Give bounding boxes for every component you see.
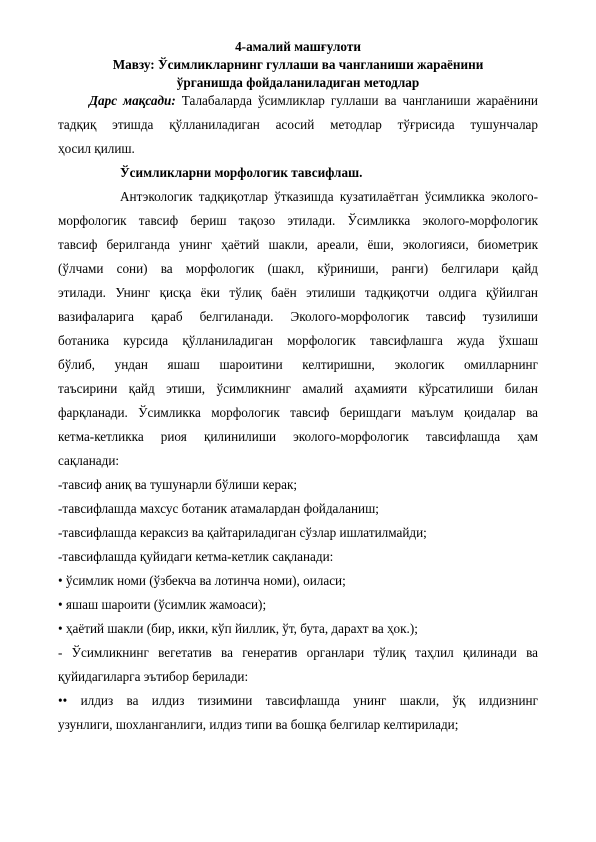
topic-line-1: Мавзу: Ўсимликларнинг гуллаши ва чангланиши жараёнини	[112, 57, 484, 72]
rule-item: -тавсифлашда қуйидаги кетма-кетлик сақланади:	[58, 549, 334, 564]
purpose-text: Талабаларда ўсимликлар гуллаши ва чангланиши жараёнини	[175, 93, 538, 108]
paragraph-line: бўлиб, ундан яшаш шароитини келтиришни, экологик омилларнинг	[58, 357, 538, 372]
topic-line-2: ўрганишда фойдаланиладиган методлар	[176, 75, 420, 90]
rule-item: -тавсифлашда махсус ботаник атамалардан фойдаланиш;	[58, 501, 379, 516]
paragraph-line: Антэкологик тадқиқотлар ўтказишда кузатилаётган ўсимликка эколого-	[120, 189, 538, 204]
practical-title: 4-амалий машғулоти	[235, 39, 361, 54]
paragraph-line: вазифаларига қараб белгиланади. Эколого-морфологик тавсиф тузилиши	[58, 309, 538, 324]
root-line-1: •• илдиз ва илдиз тизимини тавсифлашда унинг шакли, ўқ илдизнинг	[58, 693, 538, 708]
bullet-item: • яшаш шароити (ўсимлик жамоаси);	[58, 597, 267, 612]
paragraph-line: тавсиф берилганда унинг ҳаётий шакли, ареали, ёши, экологияси, биометрик	[58, 237, 538, 252]
paragraph-line: морфологик тавсиф бериш тақозо этилади. Ўсимликка эколого-морфологик	[58, 213, 538, 228]
purpose-line-2: тадқиқ этишда қўлланиладиган асосий методлар тўғрисида тушунчалар	[58, 117, 538, 132]
paragraph-line: таъсирини қайд этиши, ўсимликнинг амалий аҳамияти кўрсатилиши билан	[58, 381, 538, 396]
purpose-line-1	[58, 92, 538, 110]
rule-item: -тавсиф аниқ ва тушунарли бўлиши керак;	[58, 477, 298, 492]
purpose-label: Дарс мақсади:	[89, 93, 176, 108]
rule-item: -тавсифлашда кераксиз ва қайтариладиган сўзлар ишлатилмайди;	[58, 525, 427, 540]
paragraph-line: фарқланади. Ўсимликка морфологик тавсиф беришдаги маълум қоидалар ва	[58, 405, 538, 420]
paragraph-line: (ўлчами сони) ва морфологик (шакл, кўриниши, ранги) белгилари қайд	[58, 261, 538, 276]
paragraph-line: сақланади:	[58, 453, 120, 468]
bullet-item: • ўсимлик номи (ўзбекча ва лотинча номи), оиласи;	[58, 573, 346, 588]
bullet-item: • ҳаётий шакли (бир, икки, кўп йиллик, ўт, бута, дарахт ва ҳок.);	[58, 621, 418, 636]
section-heading: Ўсимликларни морфологик тавсифлаш.	[120, 165, 363, 180]
paragraph-line: этилади. Унинг қисқа ёки тўлиқ баён этилиши тадқиқотчи олдига қўйилган	[58, 285, 538, 300]
paragraph-line: кетма-кетликка риоя қилинилиши эколого-морфологик тавсифлашда ҳам	[58, 429, 538, 444]
paragraph-line: ботаника курсида қўлланиладиган морфологик тавсифлашга жуда ўхшаш	[58, 333, 538, 348]
root-line-2: узунлиги, шохланганлиги, илдиз типи ва бошқа белгилар келтирилади;	[58, 717, 459, 732]
purpose-line-3: ҳосил қилиш.	[58, 141, 135, 156]
organs-line-1: - Ўсимликнинг вегетатив ва генератив органлари тўлиқ таҳлил қилинади ва	[58, 645, 538, 660]
organs-line-2: қуйидагиларга эътибор берилади:	[58, 669, 249, 684]
